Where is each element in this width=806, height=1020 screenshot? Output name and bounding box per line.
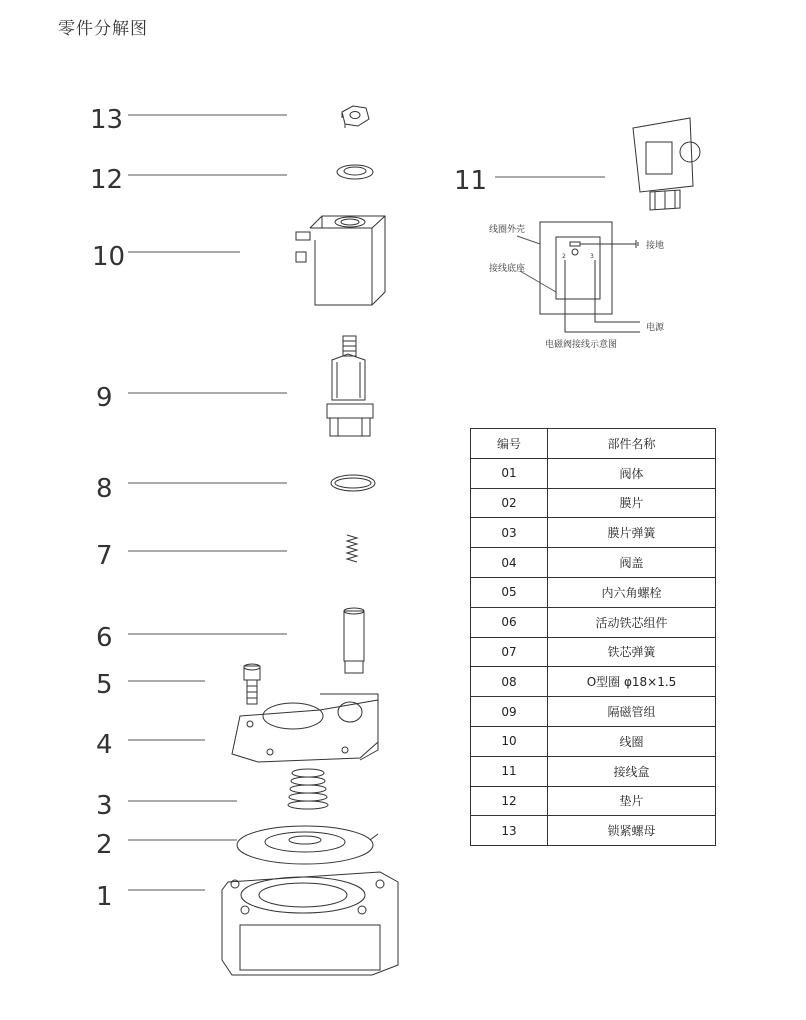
table-row — [471, 697, 716, 727]
part-number: 08 — [471, 667, 548, 697]
callout-label-10: 10 — [92, 242, 126, 272]
diaphragm-spring-part — [288, 769, 328, 809]
hex-bolt-part — [244, 664, 260, 704]
wiring-schematic — [489, 222, 665, 350]
svg-text:2: 2 — [562, 253, 566, 260]
table-row — [471, 548, 716, 578]
part-number: 13 — [471, 816, 548, 846]
isolation-tube-part — [327, 336, 373, 436]
callout-label-1: 1 — [96, 882, 113, 912]
part-number: 10 — [471, 726, 548, 756]
table-row — [471, 637, 716, 667]
callout-11 — [454, 166, 605, 196]
callout-5 — [96, 670, 205, 700]
coil-part — [296, 216, 385, 305]
callout-6 — [96, 623, 287, 653]
part-number: 12 — [471, 786, 548, 816]
svg-text:3: 3 — [590, 253, 594, 260]
power-label: 电源 — [646, 323, 665, 333]
o-ring-part — [331, 475, 375, 491]
part-number: 07 — [471, 637, 548, 667]
table-row — [471, 786, 716, 816]
part-number: 06 — [471, 607, 548, 637]
part-number: 01 — [471, 458, 548, 488]
ground-label: 接地 — [646, 241, 665, 251]
callout-8 — [96, 474, 287, 504]
coil-shell-label: 线圈外壳 — [489, 225, 526, 235]
part-name: 阀体 — [548, 458, 716, 488]
part-name: 活动铁芯组件 — [548, 607, 716, 637]
table-row — [471, 577, 716, 607]
part-name: 垫片 — [548, 786, 716, 816]
callout-2 — [96, 830, 237, 860]
part-number: 09 — [471, 697, 548, 727]
callout-9 — [96, 383, 287, 413]
part-name: 隔磁管组 — [548, 697, 716, 727]
callout-label-8: 8 — [96, 474, 113, 504]
movable-core-part — [344, 608, 364, 673]
callout-label-9: 9 — [96, 383, 113, 413]
part-name: 铁芯弹簧 — [548, 637, 716, 667]
part-name: 阀盖 — [548, 548, 716, 578]
valve-body-part — [222, 872, 398, 975]
callout-label-6: 6 — [96, 623, 113, 653]
part-name: 内六角螺栓 — [548, 577, 716, 607]
table-header-name: 部件名称 — [548, 429, 716, 459]
part-number: 02 — [471, 488, 548, 518]
part-number: 11 — [471, 756, 548, 786]
part-name: 接线盒 — [548, 756, 716, 786]
junction-box-part — [633, 118, 700, 210]
table-header-row — [471, 429, 716, 459]
table-row — [471, 518, 716, 548]
table-row — [471, 607, 716, 637]
table-header-number: 编号 — [471, 429, 548, 459]
table-row — [471, 667, 716, 697]
callout-7 — [96, 541, 287, 571]
core-spring-part — [347, 535, 357, 562]
part-number: 05 — [471, 577, 548, 607]
callout-4 — [96, 730, 205, 760]
wiring-caption: 电磁阀接线示意图 — [545, 340, 618, 350]
part-name: O型圈 φ18×1.5 — [548, 667, 716, 697]
table-row — [471, 756, 716, 786]
callout-13 — [90, 105, 287, 135]
callout-label-11: 11 — [454, 166, 488, 196]
gasket-part — [337, 165, 373, 179]
lock-nut-part — [342, 106, 369, 128]
table-row — [471, 488, 716, 518]
part-number: 03 — [471, 518, 548, 548]
part-name: 锁紧螺母 — [548, 816, 716, 846]
callout-label-2: 2 — [96, 830, 113, 860]
callout-label-13: 13 — [90, 105, 124, 135]
part-number: 04 — [471, 548, 548, 578]
callout-label-4: 4 — [96, 730, 113, 760]
table-row — [471, 458, 716, 488]
callout-12 — [90, 165, 287, 195]
callout-1 — [96, 882, 205, 912]
callout-label-7: 7 — [96, 541, 113, 571]
callout-label-12: 12 — [90, 165, 124, 195]
part-name: 膜片 — [548, 488, 716, 518]
callout-label-5: 5 — [96, 670, 113, 700]
callout-10 — [92, 242, 240, 272]
terminal-base-label: 接线底座 — [489, 264, 526, 274]
parts-table — [470, 428, 716, 846]
part-name: 线圈 — [548, 726, 716, 756]
table-row — [471, 816, 716, 846]
diaphragm-part — [237, 826, 378, 864]
table-row — [471, 726, 716, 756]
callout-label-3: 3 — [96, 791, 113, 821]
callout-3 — [96, 791, 237, 821]
part-name: 膜片弹簧 — [548, 518, 716, 548]
page-title: 零件分解图 — [58, 19, 148, 39]
